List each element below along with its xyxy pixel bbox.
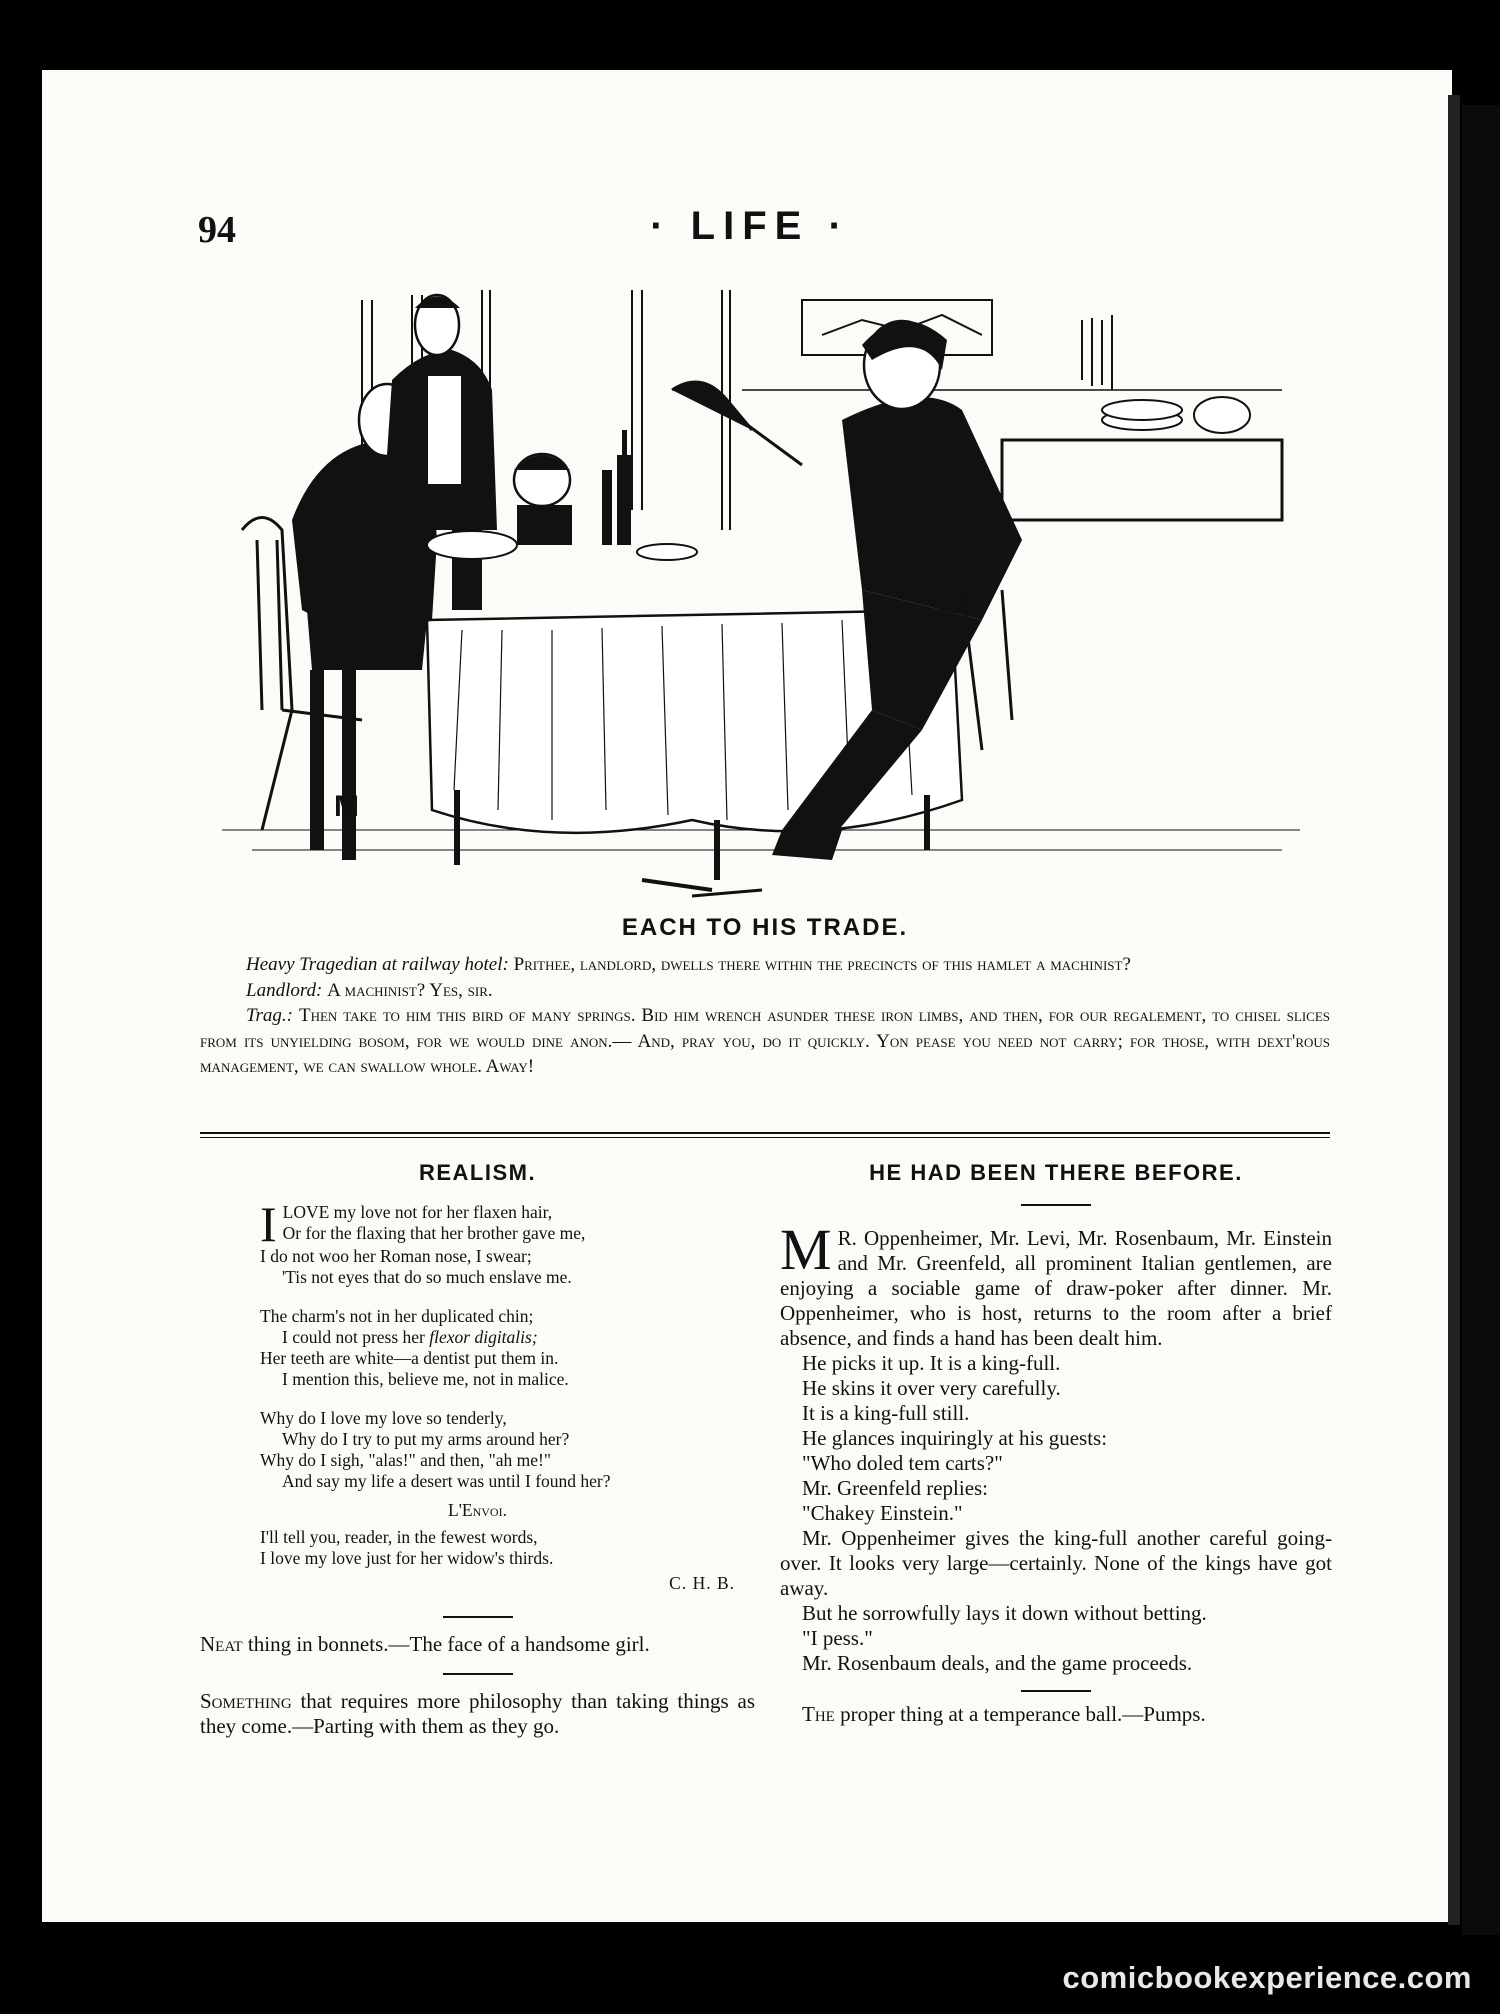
artist-signature: M — [334, 790, 359, 823]
short-rule — [443, 1673, 513, 1675]
page-edge — [1448, 95, 1460, 1925]
story-line: It is a king-full still. — [802, 1401, 970, 1425]
story-line: He picks it up. It is a king-full. — [802, 1351, 1061, 1375]
speaker: Landlord: — [246, 979, 323, 1001]
story-line: Mr. Oppenheimer gives the king-full another careful going-over. It looks very large—certainly. None of the kings have got away. — [780, 1526, 1332, 1600]
poem-envoi — [200, 1527, 755, 1569]
story-line: Mr. Greenfeld replies: — [802, 1476, 989, 1500]
poem-line: LOVE my love not for her flaxen hair, — [282, 1202, 553, 1222]
right-column — [780, 1160, 1332, 1727]
section-divider-thin — [200, 1137, 1330, 1138]
book-spine — [1462, 105, 1500, 1935]
speech: Then take to him this bird of many springs. Bid him wrench asunder these iron limbs, and then, for our regalement, to chisel slices from its unyielding bosom, for we would dine anon.— And, pray you, do it quickly. Yon pease you need not carry; for those, with dext'rous management, we can swallow whole. Away! — [200, 1005, 1331, 1077]
poem-stanza-1 — [200, 1196, 755, 1288]
poem-line: The charm's not in her duplicated chin; — [260, 1306, 534, 1326]
speech: A machinist? Yes, sir. — [327, 979, 493, 1001]
poem-line: I'll tell you, reader, in the fewest words, — [260, 1527, 538, 1547]
poem-line: I mention this, believe me, not in malice. — [282, 1369, 569, 1389]
story-line: "Chakey Einstein." — [802, 1501, 963, 1525]
poem-line: Why do I try to put my arms around her? — [282, 1429, 570, 1449]
story-line: Mr. Rosenbaum deals, and the game proceeds. — [802, 1651, 1193, 1675]
drop-cap: M — [780, 1217, 832, 1282]
watermark: comicbookexperience.com — [1062, 1960, 1472, 1995]
left-column — [200, 1160, 755, 1739]
dialogue-line — [200, 1003, 1330, 1080]
poem-line: Her teeth are white—a dentist put them in. — [260, 1348, 559, 1368]
envoi-heading: L'Envoi. — [448, 1500, 507, 1520]
dialogue-line — [200, 952, 1330, 978]
poem-stanza-2 — [200, 1306, 755, 1390]
dialogue-line — [200, 978, 1330, 1004]
speech: Prithee, landlord, dwells there within the precincts of this hamlet a machinist? — [513, 954, 1131, 975]
drop-cap: I — [260, 1196, 277, 1252]
speaker: Trag.: — [246, 1005, 293, 1026]
story-opening: M R. Oppenheimer, Mr. Levi, Mr. Rosenbaum, Mr. Einstein and Mr. Greenfeld, all prominent Italian gentlemen, are enjoying a sociable game of draw-poker after dinner. Mr. Oppenheimer, who is host, returns to the room after a brief absence, and finds a hand has been dealt him. — [780, 1217, 1332, 1350]
short-rule — [1021, 1204, 1091, 1206]
quip-paragraph: Neat thing in bonnets.—The face of a handsome girl. — [200, 1632, 650, 1656]
story-title: HE HAD BEEN THERE BEFORE. — [869, 1160, 1243, 1185]
quip-paragraph: Something that requires more philosophy than taking things as they come.—Parting with them as they go. — [200, 1689, 755, 1738]
story-line: He glances inquiringly at his guests: — [802, 1426, 1108, 1450]
section-divider — [200, 1132, 1330, 1134]
story-body — [780, 1217, 1332, 1676]
poem-line: Or for the flaxing that her brother gave me, — [282, 1223, 586, 1243]
poem-stanza-3 — [200, 1408, 755, 1492]
speaker: Heavy Tragedian at railway hotel: — [246, 954, 509, 975]
short-rule — [1021, 1690, 1091, 1692]
page-number: 94 — [198, 209, 236, 251]
quip-paragraph: The proper thing at a temperance ball.—Pumps. — [802, 1702, 1206, 1726]
poem-signature: C. H. B. — [669, 1573, 735, 1593]
story-line: But he sorrowfully lays it down without betting. — [802, 1601, 1207, 1625]
cartoon-title: EACH TO HIS TRADE. — [621, 914, 909, 941]
cartoon-dialogue — [200, 952, 1330, 1080]
poem-line: And say my life a desert was until I found her? — [282, 1471, 611, 1491]
poem-line: I could not press her flexor digitalis; — [282, 1327, 538, 1347]
cartoon-illustration — [222, 290, 1300, 900]
poem-line: I love my love just for her widow's thirds. — [260, 1548, 554, 1568]
poem-title: REALISM. — [418, 1160, 537, 1185]
short-rule — [443, 1616, 513, 1618]
poem-line: Why do I sigh, "alas!" and then, "ah me!" — [260, 1450, 551, 1470]
story-line: "I pess." — [802, 1626, 873, 1650]
poem-line: I do not woo her Roman nose, I swear; — [260, 1246, 532, 1266]
story-line: He skins it over very carefully. — [802, 1376, 1061, 1400]
poem-line: Why do I love my love so tenderly, — [260, 1408, 507, 1428]
story-line: "Who doled tem carts?" — [802, 1451, 1003, 1475]
masthead: · LIFE · — [650, 204, 850, 248]
poem-line: 'Tis not eyes that do so much enslave me. — [282, 1267, 572, 1287]
